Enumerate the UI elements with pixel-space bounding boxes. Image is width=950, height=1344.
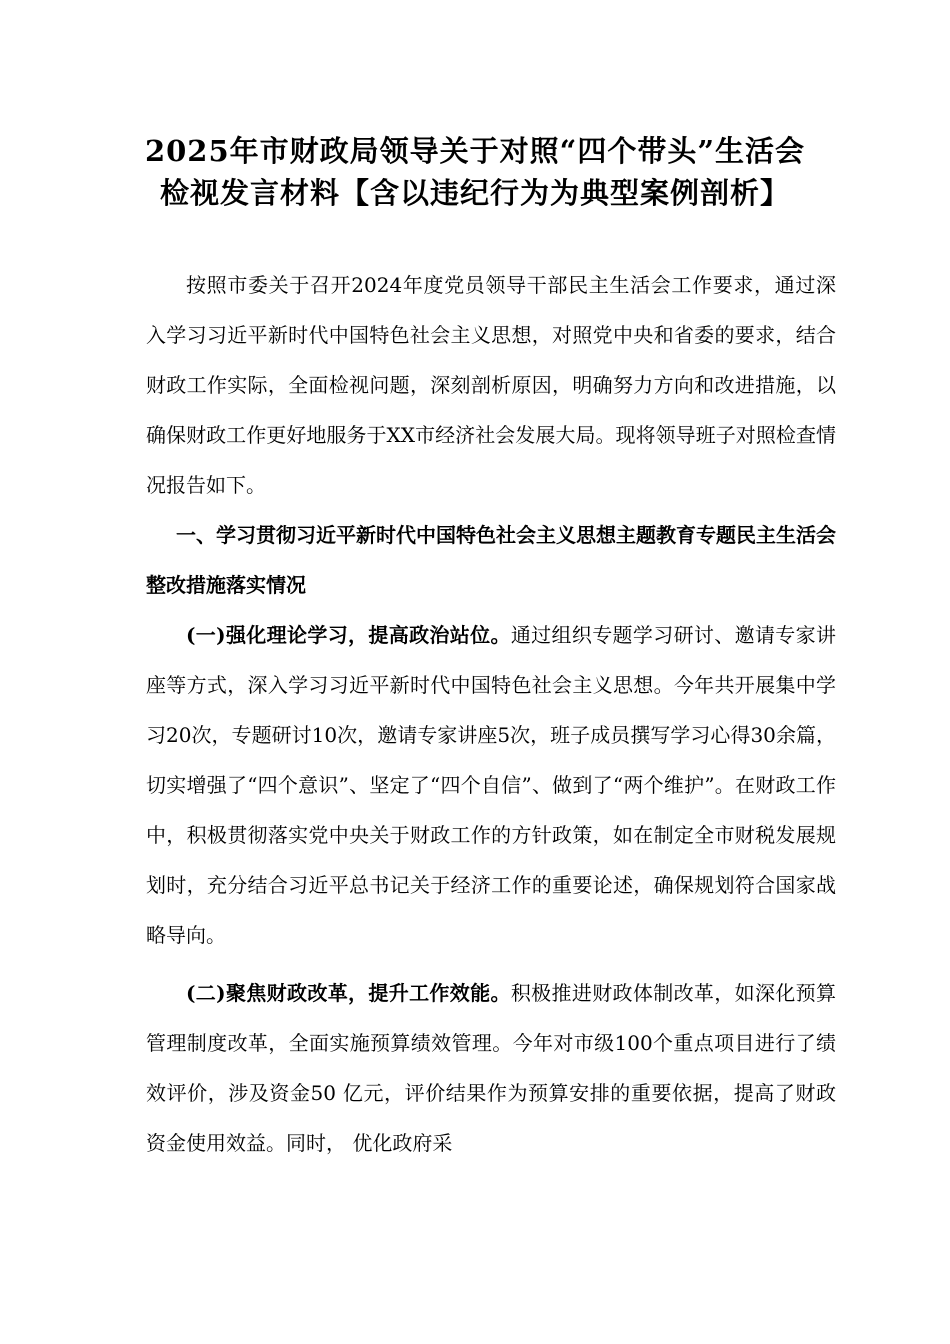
section-1-heading: 一、学习贯彻习近平新时代中国特色社会主义思想主题教育专题民主生活会整改措施落实情况 [146,523,836,597]
intro-paragraph: 按照市委关于召开2024年度党员领导干部民主生活会工作要求，通过深入学习习近平新时代中国特色社会主义思想，对照党中央和省委的要求，结合财政工作实际，全面检视问题，深刻剖析原因，明确努力方向和改进措施，以确保财政工作更好地服务于XX市经济社会发展大局。现将领导班子对照检查情况报告如下。 [146,273,836,497]
item-1-text: 通过组织专题学习研讨、邀请专家讲座等方式，深入学习习近平新时代中国特色社会主义思想。今年共开展集中学习20次，专题研讨10次，邀请专家讲座5次，班子成员撰写学习心得30余篇，切实增强了“四个意识”、坚定了“四个自信”、做到了“两个维护”。在财政工作中，积极贯彻落实党中央关于财政工作的方针政策，如在制定全市财税发展规划时，充分结合习近平总书记关于经济工作的重要论述，确保规划符合国家战略导向。 [146,623,836,947]
title-line-2: 检视发言材料【含以违纪行为为典型案例剖析】 [159,176,790,210]
item-1-lead: (一)强化理论学习，提高政治站位。 [186,623,511,647]
item-2-paragraph [146,968,836,1168]
item-2-lead: (二)聚焦财政改革，提升工作效能。 [186,981,511,1005]
item-1-paragraph [146,610,836,960]
document-title [120,130,830,214]
title-line-1: 2025年市财政局领导关于对照“四个带头”生活会 [144,134,806,168]
item-2-text: 积极推进财政体制改革，如深化预算管理制度改革，全面实施预算绩效管理。今年对市级100个重点项目进行了绩效评价，涉及资金50 亿元，评价结果作为预算安排的重要依据，提高了财政资金使用效益。同时， 优化政府采 [146,981,836,1155]
document-body [146,260,836,1168]
